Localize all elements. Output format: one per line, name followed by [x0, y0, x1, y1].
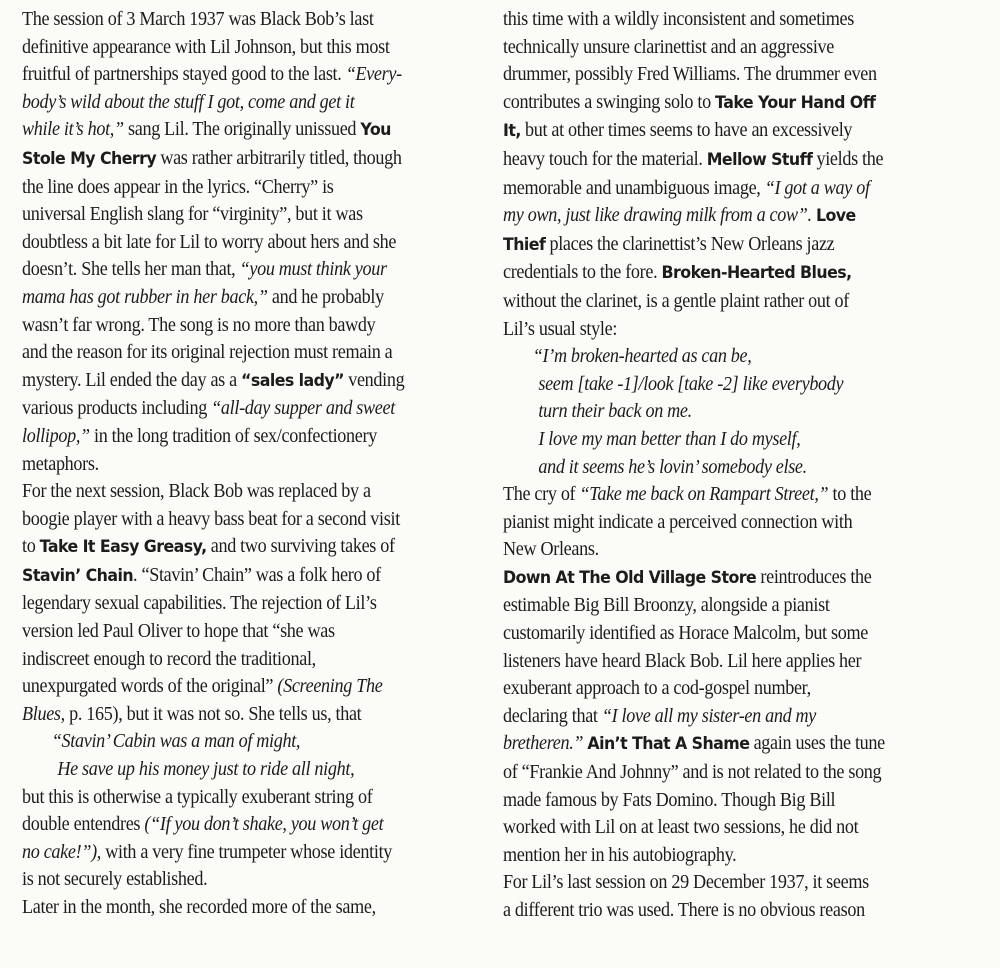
text-run: with a very fine trumpeter whose identity	[101, 841, 393, 863]
text-line	[22, 756, 468, 784]
song-title: Stavin’ Chain	[22, 565, 134, 586]
text-line	[22, 284, 468, 312]
text-run: various products including	[22, 398, 212, 420]
quoted-lyric: turn their back on me.	[538, 401, 692, 423]
text-line	[503, 814, 955, 842]
text-run: and the reason for its original rejection must remain a	[22, 342, 393, 364]
text-run: to the	[828, 484, 872, 506]
quoted-lyric: and it seems he’s lovin’ somebody else.	[538, 456, 807, 478]
text-run: and he probably	[267, 286, 384, 308]
text-line	[22, 618, 468, 646]
song-title: Ain’t That A Shame	[587, 734, 750, 755]
text-line	[503, 61, 955, 89]
text-line	[503, 730, 955, 759]
text-line	[503, 675, 955, 703]
text-run: doubtless a bit late for Lil to worry about hers and she	[22, 231, 397, 253]
right-column	[503, 6, 955, 925]
text-line	[22, 145, 468, 174]
quoted-lyric: body’s wild about the stuff I got, come and get it	[22, 91, 355, 113]
quoted-lyric: “all-day supper and sweet	[211, 398, 395, 420]
text-run: legendary sexual capabilities. The rejection of Lil’s	[22, 593, 377, 615]
quoted-lyric: “I got a way of	[764, 177, 870, 199]
text-line	[22, 34, 468, 62]
text-run: without the clarinet, is a gentle plaint rather out of	[503, 290, 850, 312]
text-line	[22, 646, 468, 674]
song-title: Down At The Old Village Store	[503, 567, 757, 588]
quoted-lyric: “you must think your	[239, 259, 387, 281]
text-line	[22, 562, 468, 591]
text-line	[503, 371, 955, 399]
text-run: For the next session, Black Bob was replaced by a	[22, 481, 371, 503]
text-run: heavy touch for the material.	[503, 148, 707, 170]
quoted-lyric: “I’m broken-hearted as can be,	[532, 346, 752, 368]
quoted-lyric: seem [take -1]/look [take -2] like everybody	[538, 373, 844, 395]
text-run: reintroduces the	[756, 566, 872, 588]
text-line	[503, 146, 955, 175]
text-run: of “Frankie And Johnny” and is not related to the song	[503, 762, 882, 784]
quoted-lyric: “I love all my sister-en and my	[601, 705, 817, 727]
song-title: Broken-Hearted Blues,	[661, 263, 852, 284]
text-run: mention her in his autobiography.	[503, 844, 737, 866]
quoted-lyric: (“If you don’t shake, you won’t get	[144, 814, 384, 836]
text-line	[503, 897, 955, 925]
text-run: boogie player with a heavy bass beat for a second visit	[22, 508, 400, 530]
text-line	[503, 426, 955, 454]
text-line	[503, 231, 955, 260]
quoted-lyric: bretheren.”	[503, 733, 584, 755]
song-title: “sales lady”	[241, 370, 344, 391]
text-run: to	[22, 536, 40, 558]
song-title: Stole My Cherry	[22, 148, 157, 169]
text-run: yields the	[812, 148, 884, 170]
text-run: places the clarinettist’s New Orleans jazz	[545, 233, 835, 255]
quoted-lyric: “Take me back on Rampart Street,”	[579, 484, 829, 506]
text-line	[503, 509, 955, 537]
text-line	[22, 451, 468, 479]
quoted-lyric: mama has got rubber in her back,”	[22, 286, 268, 308]
text-run: again uses the tune	[749, 733, 885, 755]
text-line	[22, 6, 468, 34]
text-run: The session of 3 March 1937 was Black Bob’s last	[22, 9, 374, 30]
text-line	[503, 592, 955, 620]
text-run: sang Lil. The originally unissued	[123, 119, 361, 141]
text-line	[22, 61, 468, 89]
text-line	[22, 174, 468, 202]
text-run: doesn’t. She tells her man that,	[22, 259, 240, 281]
text-run: version led Paul Oliver to hope that “she was	[22, 621, 335, 643]
text-line	[503, 343, 955, 371]
text-line	[22, 894, 468, 922]
text-line	[22, 728, 468, 756]
text-line	[22, 395, 468, 423]
text-run: in the long tradition of sex/confectionery	[89, 425, 377, 447]
text-run: a different trio was used. There is no obvious reason	[503, 900, 865, 921]
text-line	[22, 506, 468, 534]
text-run: estimable Big Bill Broonzy, alongside a pianist	[503, 595, 830, 617]
text-line	[503, 398, 955, 426]
text-line	[22, 116, 468, 145]
text-run: but this is otherwise a typically exuberant string of	[22, 786, 373, 808]
text-line	[503, 842, 955, 870]
text-line	[22, 839, 468, 867]
text-line	[22, 89, 468, 117]
text-line	[22, 367, 468, 396]
text-line	[503, 34, 955, 62]
text-run: Lil’s usual style:	[503, 318, 618, 340]
text-run: exuberant approach to a cod-gospel number,	[503, 678, 811, 700]
song-title: Mellow Stuff	[706, 149, 813, 170]
text-run: . “Stavin’ Chain” was a folk hero of	[133, 564, 381, 586]
text-line	[22, 533, 468, 562]
text-line	[22, 701, 468, 729]
text-line	[503, 316, 955, 344]
quoted-lyric: while it’s hot,”	[22, 119, 124, 141]
text-run: contributes a swinging solo to	[503, 91, 716, 113]
text-line	[503, 288, 955, 316]
text-run: drummer, possibly Fred Williams. The drummer even	[503, 64, 877, 86]
text-line	[503, 454, 955, 482]
quoted-lyric: Blues,	[22, 703, 65, 725]
text-line	[503, 6, 955, 34]
text-run: the line does appear in the lyrics. “Cherry” is	[22, 176, 334, 198]
text-run: declaring that	[503, 705, 602, 727]
quoted-lyric: lollipop,”	[22, 425, 90, 447]
text-run: was rather arbitrarily titled, though	[156, 147, 402, 169]
text-run: listeners have heard Black Bob. Lil here applies her	[503, 650, 862, 672]
text-line	[503, 202, 955, 231]
text-run: pianist might indicate a perceived connection with	[503, 511, 853, 533]
text-run: credentials to the fore.	[503, 262, 662, 284]
song-title: Love	[815, 206, 856, 227]
quoted-lyric: no cake!”),	[22, 841, 102, 863]
text-line	[503, 787, 955, 815]
text-run: double entendres	[22, 814, 145, 836]
text-run: The cry of	[503, 484, 580, 506]
text-line	[503, 869, 955, 897]
text-run: this time with a wildly inconsistent and sometimes	[503, 9, 854, 30]
text-line	[503, 564, 955, 593]
text-run: made famous by Fats Domino. Though Big Bill	[503, 789, 836, 811]
text-run: metaphors.	[22, 453, 99, 475]
quoted-lyric: “Every-	[345, 64, 402, 86]
text-line	[22, 590, 468, 618]
song-title: It,	[503, 121, 521, 142]
text-line	[503, 648, 955, 676]
quoted-lyric: I love my man better than I do myself,	[538, 428, 801, 450]
text-line	[22, 478, 468, 506]
text-line	[22, 423, 468, 451]
text-run: indiscreet enough to record the traditional,	[22, 648, 316, 670]
text-line	[22, 256, 468, 284]
song-title: Take It Easy Greasy,	[39, 537, 207, 558]
text-run: definitive appearance with Lil Johnson, but this most	[22, 36, 390, 58]
text-run: worked with Lil on at least two sessions, he did not	[503, 817, 859, 839]
text-line	[503, 89, 955, 118]
song-title: Thief	[503, 234, 546, 255]
text-line	[22, 201, 468, 229]
text-line	[503, 481, 955, 509]
quoted-lyric: my own, just like drawing milk from a cow”.	[503, 205, 812, 227]
text-run: wasn’t far wrong. The song is no more than bawdy	[22, 314, 376, 336]
text-run: mystery. Lil ended the day as a	[22, 369, 242, 391]
text-run: and two surviving takes of	[206, 536, 395, 558]
text-run: p. 165), but it was not so. She tells us, that	[64, 703, 362, 725]
text-line	[503, 620, 955, 648]
text-line	[503, 759, 955, 787]
text-run: universal English slang for “virginity”, but it was	[22, 204, 363, 226]
text-run: memorable and unambiguous image,	[503, 177, 765, 199]
left-column	[22, 6, 468, 922]
text-line	[503, 536, 955, 564]
text-line	[22, 229, 468, 257]
text-line	[503, 259, 955, 288]
text-run: customarily identified as Horace Malcolm, but some	[503, 623, 868, 645]
text-run: For Lil’s last session on 29 December 1937, it seems	[503, 872, 869, 894]
text-run: Later in the month, she recorded more of the same,	[22, 897, 376, 918]
quoted-lyric: “Stavin’ Cabin was a man of might,	[51, 731, 301, 753]
text-line	[503, 703, 955, 731]
text-run: vending	[343, 369, 405, 391]
text-line	[22, 339, 468, 367]
text-run: but at other times seems to have an excessively	[520, 120, 853, 142]
text-line	[22, 811, 468, 839]
song-title: Take Your Hand Off	[715, 92, 876, 113]
text-run: New Orleans.	[503, 539, 599, 561]
text-line	[503, 117, 955, 146]
text-line	[22, 673, 468, 701]
text-run: fruitful of partnerships stayed good to the last.	[22, 64, 346, 86]
text-run: unexpurgated words of the original”	[22, 676, 278, 698]
text-run: is not securely established.	[22, 869, 208, 891]
text-line	[22, 312, 468, 340]
text-line	[22, 784, 468, 812]
text-run: technically unsure clarinettist and an aggressive	[503, 36, 835, 58]
text-line	[503, 175, 955, 203]
song-title: You	[360, 120, 391, 141]
text-line	[22, 866, 468, 894]
quoted-lyric: He save up his money just to ride all night,	[57, 759, 355, 781]
quoted-lyric: (Screening The	[277, 676, 383, 698]
